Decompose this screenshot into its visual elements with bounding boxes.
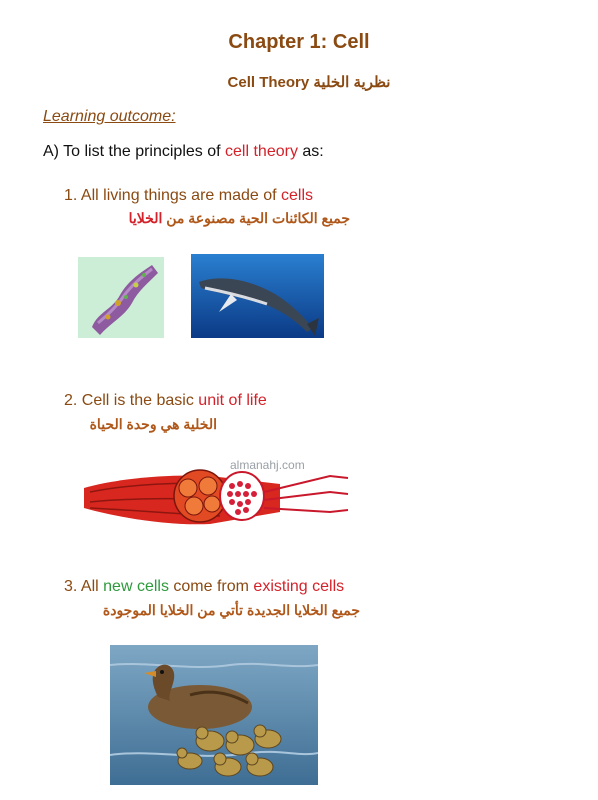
duck-with-ducklings-image [110,645,318,785]
whale-image [191,254,324,338]
principle-3-en [64,578,344,596]
subtitle-ar: نظرية الخلية [313,74,391,91]
principle-1-en [64,187,313,205]
principle-1-ar-highlight: الخلايا [128,210,163,226]
principle-2-number: 2. [64,392,78,409]
principle-3-new-cells: new cells [103,578,169,595]
intro-line [43,143,324,161]
muscle-fiber-image [80,452,350,542]
principle-3-text-c: come from [168,578,254,595]
principle-1-ar-text: جميع الكائنات الحية مصنوعة من [162,210,350,226]
intro-prefix: A) To list the principles of [43,143,226,160]
chapter-title: Chapter 1: Cell [228,31,370,53]
principle-3-number: 3. [64,578,78,595]
principle-2-text: Cell is the basic [81,392,199,409]
learning-outcome-label: Learning outcome: [43,108,176,125]
bacterium-image [78,257,164,338]
principle-3-ar: جميع الخلايا الجديدة تأتي من الخلايا الموجودة [102,602,360,618]
subtitle-en: Cell Theory [227,74,310,91]
principle-3-text-a: All [80,578,104,595]
principle-1-ar [80,210,350,227]
principle-1-text: All living things are made of [80,187,282,204]
intro-highlight: cell theory [225,143,298,160]
cell-theory-title [0,73,598,91]
intro-suffix: as: [297,143,324,160]
principle-3-existing-cells: existing cells [253,578,345,595]
principle-1-highlight: cells [281,187,314,204]
principle-1-number: 1. [64,187,78,204]
principle-2-en [64,392,267,410]
principle-2-highlight: unit of life [198,392,267,409]
watermark: almanahj.com [230,458,305,472]
principle-2-ar: الخلية هي وحدة الحياة [89,416,217,432]
